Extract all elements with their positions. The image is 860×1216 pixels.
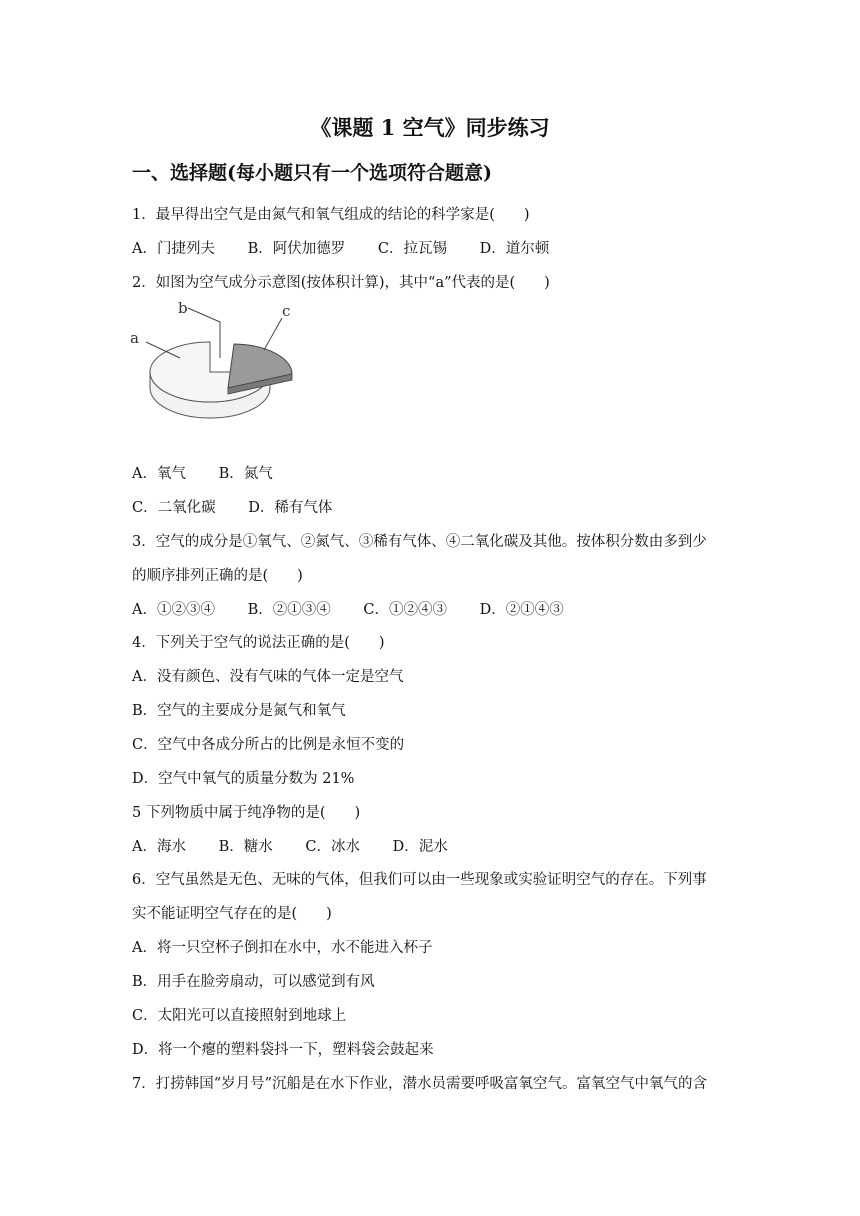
option-a: A．海水 xyxy=(132,839,186,855)
question-7-stem-line1: 7．打捞韩国“岁月号”沉船是在水下作业，潜水员需要呼吸富氧空气。富氧空气中氧气的含 xyxy=(132,1076,708,1092)
option-d: D．稀有气体 xyxy=(248,500,333,516)
question-2-options-row2 xyxy=(132,496,360,517)
section-heading: 一、选择题(每小题只有一个选项符合题意) xyxy=(132,162,492,184)
label-a: a xyxy=(130,329,139,347)
option-c: C．二氧化碳 xyxy=(132,500,216,516)
question-6-option-c: C．太阳光可以直接照射到地球上 xyxy=(132,1008,347,1024)
question-2-stem: 2．如图为空气成分示意图(按体积计算)，其中“a”代表的是( ) xyxy=(132,275,550,291)
question-6-stem-line2: 实不能证明空气存在的是( ) xyxy=(132,906,332,922)
option-b: B．糖水 xyxy=(218,839,273,855)
label-c: c xyxy=(282,302,291,320)
question-4-option-c: C．空气中各成分所占的比例是永恒不变的 xyxy=(132,737,405,753)
question-2-options-row1 xyxy=(132,462,301,483)
question-4-option-d: D．空气中氧气的质量分数为 21% xyxy=(132,771,355,787)
option-c: C．冰水 xyxy=(305,839,360,855)
question-3-stem-line2: 的顺序排列正确的是( ) xyxy=(132,568,303,584)
air-composition-pie-figure xyxy=(124,296,304,448)
question-3-options xyxy=(132,598,592,619)
question-4-option-a: A．没有颜色、没有气味的气体一定是空气 xyxy=(132,669,404,685)
option-d: D．泥水 xyxy=(392,839,448,855)
question-4-option-b: B．空气的主要成分是氮气和氧气 xyxy=(132,703,346,719)
question-6-stem-line1: 6．空气虽然是无色、无味的气体，但我们可以由一些现象或实验证明空气的存在。下列事 xyxy=(132,872,707,888)
question-1-stem: 1．最早得出空气是由氮气和氧气组成的结论的科学家是( ) xyxy=(132,207,530,223)
question-4-stem: 4．下列关于空气的说法正确的是( ) xyxy=(132,635,385,651)
question-6-option-b: B．用手在脸旁扇动，可以感觉到有风 xyxy=(132,974,375,990)
option-b: B．氮气 xyxy=(218,466,273,482)
question-1-options xyxy=(132,237,577,258)
question-3-stem-line1: 3．空气的成分是①氧气、②氮气、③稀有气体、④二氧化碳及其他。按体积分数由多到少 xyxy=(132,534,707,550)
option-a: A．门捷列夫 xyxy=(132,241,215,257)
question-5-stem: 5 下列物质中属于纯净物的是( ) xyxy=(132,805,361,821)
option-c: C．拉瓦锡 xyxy=(377,241,447,257)
label-b: b xyxy=(178,299,188,317)
option-c: C．①②④③ xyxy=(363,602,447,618)
question-6-option-d: D．将一个瘪的塑料袋抖一下，塑料袋会鼓起来 xyxy=(132,1042,434,1058)
option-b: B．阿伏加德罗 xyxy=(247,241,346,257)
page-title: 《课题 1 空气》同步练习 xyxy=(310,115,550,140)
question-6-option-a: A．将一只空杯子倒扣在水中，水不能进入杯子 xyxy=(132,940,433,956)
option-b: B．②①③④ xyxy=(247,602,331,618)
option-a: A．①②③④ xyxy=(132,602,215,618)
option-d: D．道尔顿 xyxy=(479,241,550,257)
question-5-options xyxy=(132,835,476,856)
option-d: D．②①④③ xyxy=(479,602,564,618)
option-a: A．氧气 xyxy=(132,466,186,482)
